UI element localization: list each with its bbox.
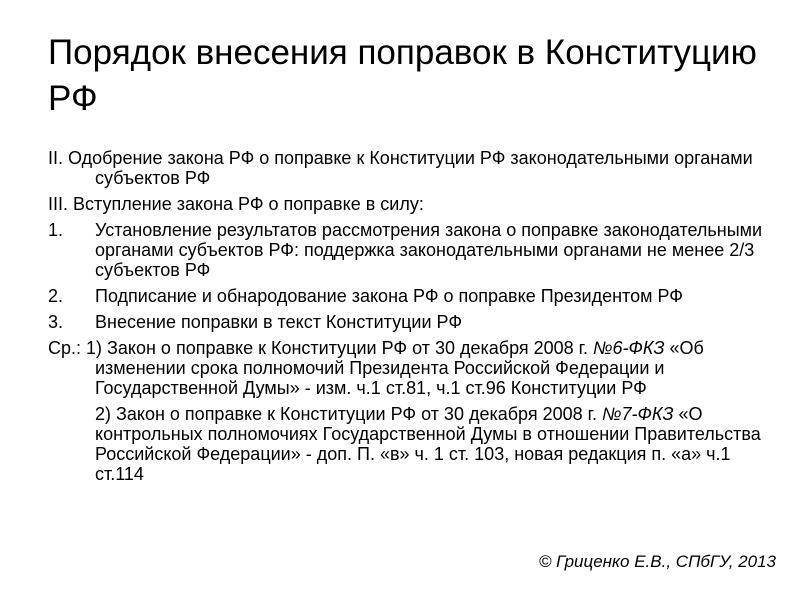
list-item-3-text: Внесение поправки в текст Конституции РФ	[95, 312, 463, 332]
paragraph-approval-text: II. Одобрение закона РФ о поправке к Конституции РФ законодательными органами субъектов РФ	[48, 148, 753, 188]
paragraph-compare-law-1	[48, 338, 768, 398]
slide-body	[48, 148, 768, 490]
list-item-1	[48, 220, 768, 280]
list-item-3-marker: 3.	[48, 312, 64, 332]
compare-law-2-suffix: «О контрольных полномочиях Государственной Думы в отношении Правительства Российской Федерации» - доп. П. «в» ч. 1 ст. 103, новая редакция п. «а» ч.1 ст.114	[95, 404, 761, 484]
paragraph-approval	[48, 148, 768, 188]
compare-law-2-number: №7-ФКЗ	[602, 404, 674, 424]
copyright-footer: © Гриценко Е.В., СПбГУ, 2013	[538, 552, 776, 571]
compare-law-1-suffix: «Об изменении срока полномочий Президента Российской Федерации и Государственной Думы» - изм. ч.1 ст.81, ч.1 ст.96 Конституции РФ	[95, 338, 704, 398]
paragraph-entry-into-force	[48, 194, 768, 214]
compare-law-1-number: №6-ФКЗ	[593, 338, 665, 358]
list-item-1-marker: 1.	[48, 220, 64, 240]
list-item-2-text: Подписание и обнародование закона РФ о поправке Президентом РФ	[95, 286, 683, 306]
slide-title: Порядок внесения поправок в Конституцию РФ	[48, 33, 757, 118]
compare-law-1-prefix: Ср.: 1) Закон о поправке к Конституции РФ от 30 декабря 2008 г.	[48, 338, 594, 358]
list-item-2	[48, 286, 768, 306]
compare-law-2-prefix: 2) Закон о поправке к Конституции РФ от 30 декабря 2008 г.	[95, 404, 603, 424]
list-item-1-text: Установление результатов рассмотрения закона о поправке законодательными органами субъектов РФ: поддержка законодательными органами не менее 2/3 субъектов РФ	[95, 220, 763, 280]
list-item-3	[48, 312, 768, 332]
paragraph-compare-law-2	[48, 404, 768, 484]
list-item-2-marker: 2.	[48, 286, 64, 306]
paragraph-entry-into-force-text: III. Вступление закона РФ о поправке в силу:	[48, 194, 424, 214]
